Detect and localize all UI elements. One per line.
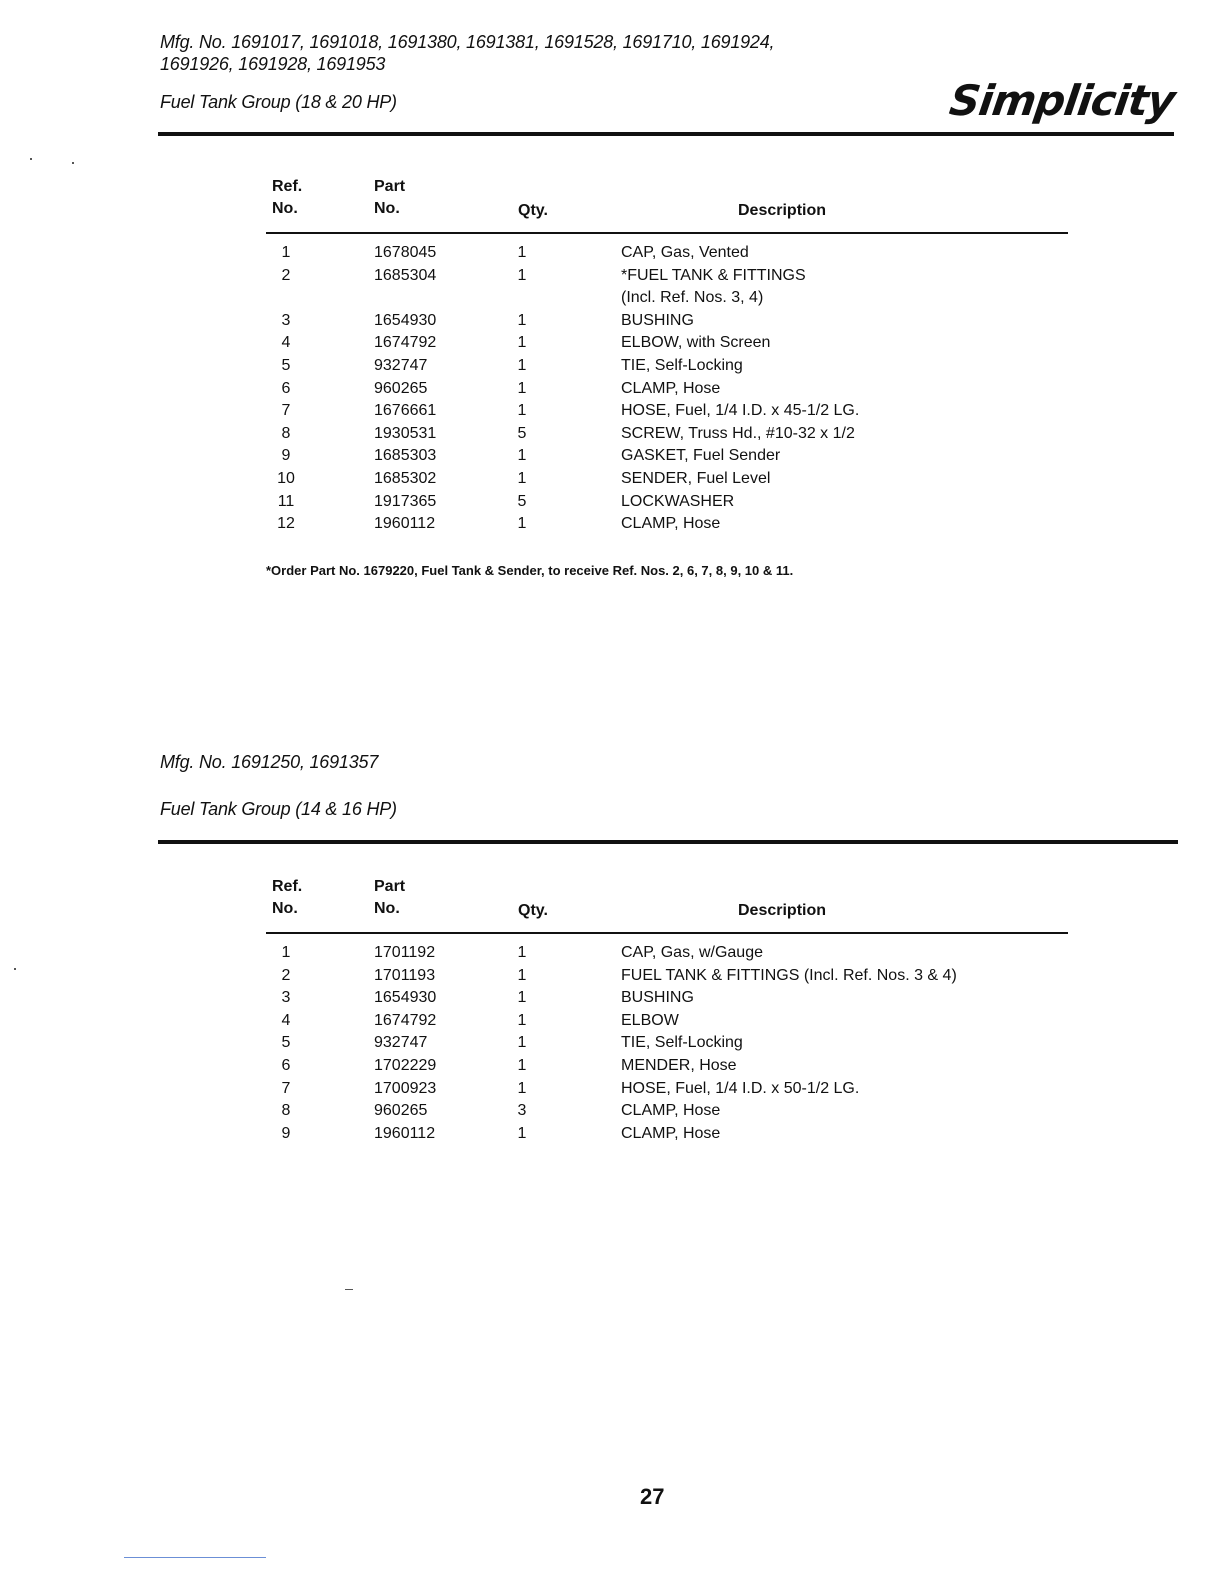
table-row xyxy=(266,1078,1068,1101)
header-part-no: No. xyxy=(374,900,400,917)
header-ref: Ref. xyxy=(272,878,303,895)
header-part: Part xyxy=(374,178,406,195)
desc-cell: FUEL TANK & FITTINGS (Incl. Ref. Nos. 3 & 4) xyxy=(621,966,957,984)
qty-cell: 1 xyxy=(517,356,527,374)
qty-cell: 1 xyxy=(517,244,527,261)
desc-cell: MENDER, Hose xyxy=(621,1056,737,1074)
desc-cell: (Incl. Ref. Nos. 3, 4) xyxy=(621,289,764,307)
qty-cell: 1 xyxy=(517,1056,527,1074)
qty-cell: 1 xyxy=(517,1011,527,1029)
ref-cell: 3 xyxy=(281,311,291,329)
ref-cell: 7 xyxy=(281,1079,291,1097)
part-cell: 1917365 xyxy=(374,492,437,510)
desc-cell: CLAMP, Hose xyxy=(621,515,721,533)
scan-speck xyxy=(345,1289,353,1290)
header-ref: Ref. xyxy=(272,178,303,195)
table-header xyxy=(266,876,1068,932)
table-row xyxy=(266,1032,1068,1055)
desc-cell: HOSE, Fuel, 1/4 I.D. x 50-1/2 LG. xyxy=(621,1079,860,1097)
part-cell: 1685302 xyxy=(374,469,437,487)
desc-cell: SENDER, Fuel Level xyxy=(621,469,771,487)
scan-speck xyxy=(30,158,32,160)
parts-table-14-16hp xyxy=(266,876,1068,1142)
header-part: Part xyxy=(374,878,406,895)
desc-cell: CLAMP, Hose xyxy=(621,379,721,397)
scan-speck xyxy=(72,162,74,164)
scan-speck xyxy=(14,968,16,970)
qty-cell: 1 xyxy=(517,334,527,352)
table-row xyxy=(266,423,1068,446)
part-cell: 1654930 xyxy=(374,989,437,1007)
part-cell: 932747 xyxy=(374,1034,428,1052)
part-cell: 1678045 xyxy=(374,244,437,261)
table-body xyxy=(266,242,1068,536)
part-cell: 960265 xyxy=(374,1102,428,1120)
table-row xyxy=(266,332,1068,355)
header-description: Description xyxy=(738,202,827,219)
qty-cell: 1 xyxy=(517,989,527,1007)
qty-cell: 1 xyxy=(517,1079,527,1097)
desc-cell: GASKET, Fuel Sender xyxy=(621,447,781,465)
bottom-rule xyxy=(124,1557,266,1558)
qty-cell: 1 xyxy=(517,515,527,533)
table-row xyxy=(266,965,1068,988)
part-cell: 1702229 xyxy=(374,1056,437,1074)
qty-cell: 5 xyxy=(517,492,527,510)
table-row xyxy=(266,265,1068,288)
ref-cell: 6 xyxy=(281,1056,291,1074)
qty-cell: 1 xyxy=(517,1034,527,1052)
part-cell: 1960112 xyxy=(374,515,436,533)
desc-cell: BUSHING xyxy=(621,311,694,329)
table-row xyxy=(266,378,1068,401)
qty-cell: 5 xyxy=(517,424,527,442)
table-row xyxy=(266,942,1068,965)
order-footnote: *Order Part No. 1679220, Fuel Tank & Sender, to receive Ref. Nos. 2, 6, 7, 8, 9, 10 & 11. xyxy=(266,563,794,578)
header-part-no: No. xyxy=(374,200,400,217)
section2-divider xyxy=(158,840,1178,844)
table-row xyxy=(266,355,1068,378)
table-row xyxy=(266,400,1068,423)
desc-cell: ELBOW, with Screen xyxy=(621,334,771,352)
desc-cell: BUSHING xyxy=(621,989,694,1007)
header-rule xyxy=(266,932,1068,934)
desc-cell: CLAMP, Hose xyxy=(621,1102,721,1120)
table-row xyxy=(266,445,1068,468)
mfg-numbers-line-1: Mfg. No. 1691017, 1691018, 1691380, 1691381, 1691528, 1691710, 1691924, xyxy=(160,32,775,52)
qty-cell: 1 xyxy=(517,266,527,284)
desc-cell: CAP, Gas, w/Gauge xyxy=(621,944,763,961)
table-row xyxy=(266,468,1068,491)
ref-cell: 1 xyxy=(281,944,291,961)
qty-cell: 1 xyxy=(517,469,527,487)
ref-cell: 4 xyxy=(281,334,291,352)
ref-cell: 4 xyxy=(281,1011,291,1029)
qty-cell: 1 xyxy=(517,944,527,961)
table-header xyxy=(266,176,1068,232)
part-cell: 1674792 xyxy=(374,1011,437,1029)
ref-cell: 10 xyxy=(277,469,295,487)
mfg-numbers-section2: Mfg. No. 1691250, 1691357 xyxy=(160,752,379,772)
ref-cell: 9 xyxy=(281,447,291,465)
desc-cell: HOSE, Fuel, 1/4 I.D. x 45-1/2 LG. xyxy=(621,402,860,420)
part-cell: 1654930 xyxy=(374,311,437,329)
part-cell: 1674792 xyxy=(374,334,437,352)
desc-cell: TIE, Self-Locking xyxy=(621,1034,743,1052)
part-cell: 1700923 xyxy=(374,1079,437,1097)
qty-cell: 1 xyxy=(517,402,527,420)
header-ref-no: No. xyxy=(272,900,298,917)
ref-cell: 7 xyxy=(281,402,291,420)
qty-cell: 1 xyxy=(517,379,527,397)
table-row xyxy=(266,1123,1068,1146)
ref-cell: 11 xyxy=(277,492,295,510)
desc-cell: ELBOW xyxy=(621,1011,679,1029)
qty-cell: 1 xyxy=(517,1124,527,1142)
ref-cell: 8 xyxy=(281,424,291,442)
part-cell: 1960112 xyxy=(374,1124,436,1142)
ref-cell: 2 xyxy=(281,966,291,984)
group-title-18-20hp: Fuel Tank Group (18 & 20 HP) xyxy=(160,92,397,112)
ref-cell: 1 xyxy=(281,244,291,261)
desc-cell: *FUEL TANK & FITTINGS xyxy=(621,266,806,284)
ref-cell: 6 xyxy=(281,379,291,397)
desc-cell: SCREW, Truss Hd., #10-32 x 1/2 xyxy=(621,424,855,442)
simplicity-logo: Simplicity xyxy=(946,76,1178,125)
parts-table-18-20hp xyxy=(266,176,1068,533)
table-body xyxy=(266,942,1068,1145)
ref-cell: 5 xyxy=(281,1034,291,1052)
section1-divider xyxy=(158,132,1174,136)
qty-cell: 1 xyxy=(517,966,527,984)
desc-cell: CAP, Gas, Vented xyxy=(621,244,749,261)
table-row xyxy=(266,1010,1068,1033)
table-row xyxy=(266,513,1068,536)
ref-cell: 8 xyxy=(281,1102,291,1120)
desc-cell: LOCKWASHER xyxy=(621,492,735,510)
group-title-14-16hp: Fuel Tank Group (14 & 16 HP) xyxy=(160,799,397,819)
ref-cell: 12 xyxy=(277,515,295,533)
header-description: Description xyxy=(738,902,827,919)
mfg-numbers-line-2: 1691926, 1691928, 1691953 xyxy=(160,54,386,74)
table-row xyxy=(266,987,1068,1010)
part-cell: 1701192 xyxy=(374,944,436,961)
ref-cell: 9 xyxy=(281,1124,291,1142)
table-row xyxy=(266,242,1068,265)
desc-cell: TIE, Self-Locking xyxy=(621,356,743,374)
qty-cell: 3 xyxy=(517,1102,527,1120)
ref-cell: 3 xyxy=(281,989,291,1007)
header-ref-no: No. xyxy=(272,200,298,217)
part-cell: 960265 xyxy=(374,379,428,397)
ref-cell: 2 xyxy=(281,266,291,284)
part-cell: 1676661 xyxy=(374,402,437,420)
ref-cell: 5 xyxy=(281,356,291,374)
table-row xyxy=(266,491,1068,514)
table-row xyxy=(266,1055,1068,1078)
part-cell: 1930531 xyxy=(374,424,437,442)
part-cell: 1685304 xyxy=(374,266,437,284)
page-number: 27 xyxy=(640,1484,665,1509)
header-rule xyxy=(266,232,1068,234)
header-qty: Qty. xyxy=(518,902,548,919)
part-cell: 1685303 xyxy=(374,447,437,465)
header-qty: Qty. xyxy=(518,202,548,219)
qty-cell: 1 xyxy=(517,447,527,465)
table-row xyxy=(266,287,1068,310)
table-row xyxy=(266,310,1068,333)
part-cell: 1701193 xyxy=(374,966,436,984)
qty-cell: 1 xyxy=(517,311,527,329)
desc-cell: CLAMP, Hose xyxy=(621,1124,721,1142)
table-row xyxy=(266,1100,1068,1123)
part-cell: 932747 xyxy=(374,356,428,374)
